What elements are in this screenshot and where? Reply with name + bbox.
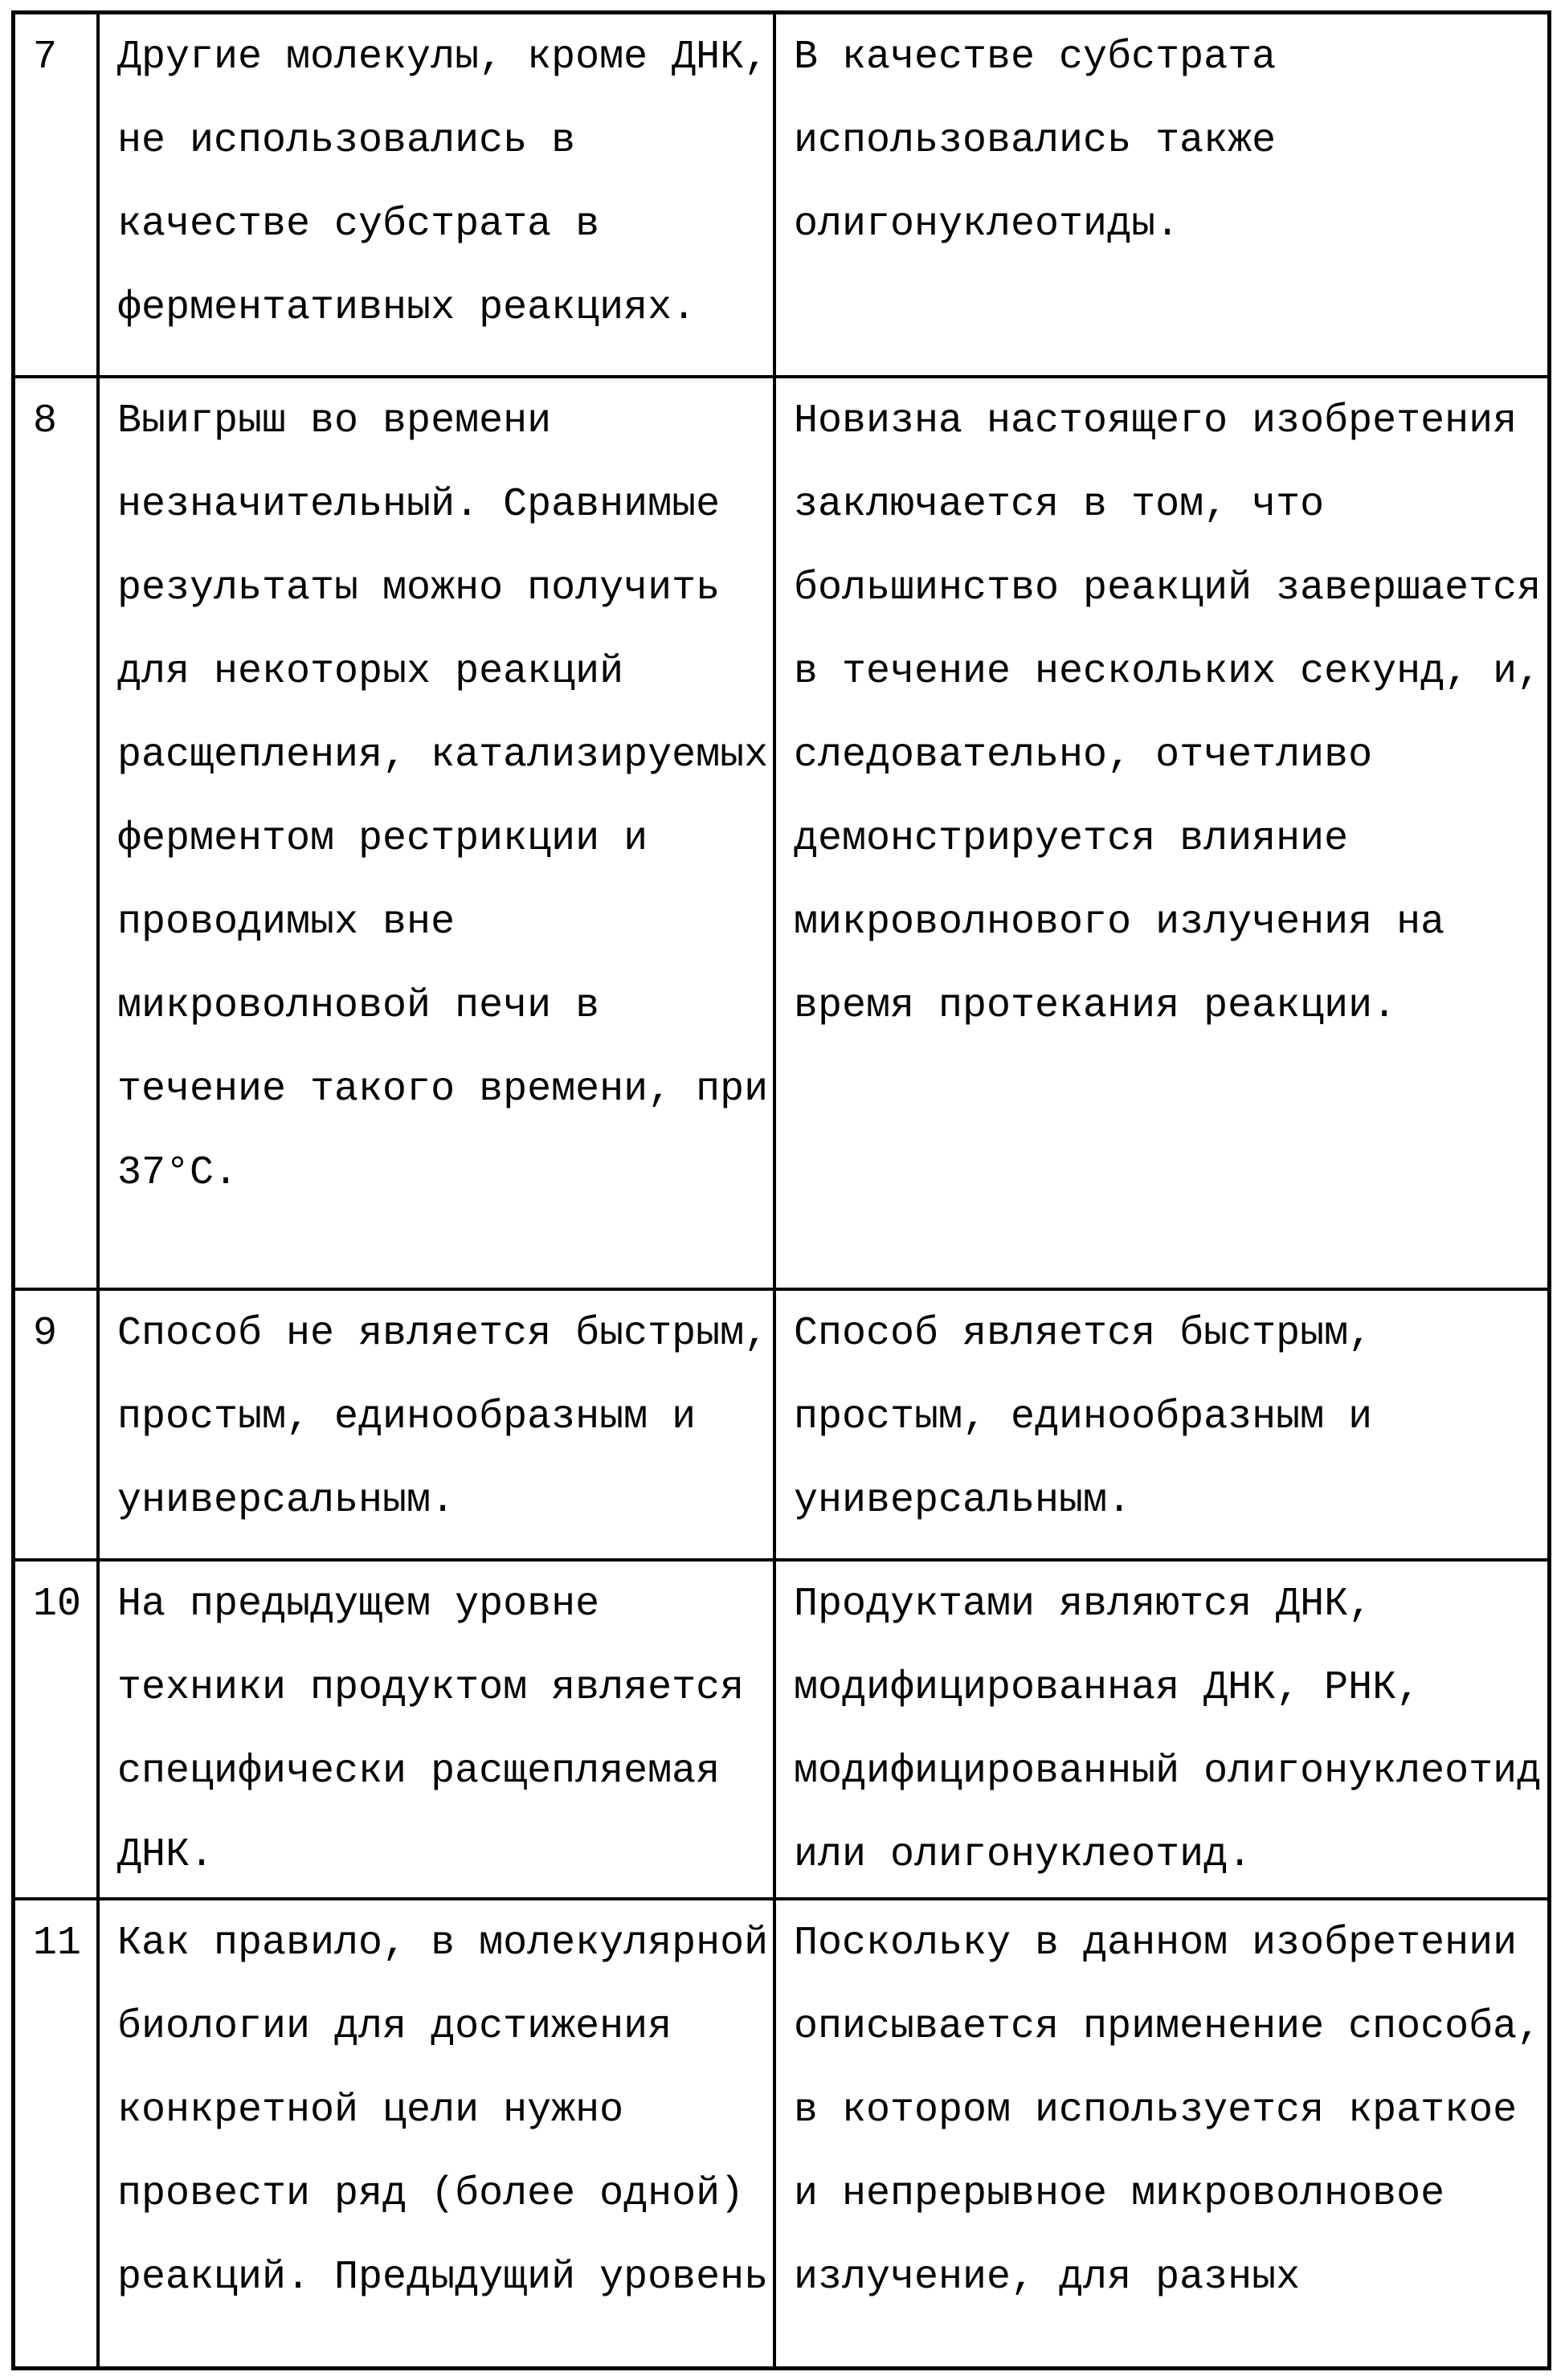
prior-art-text: Способ не является быстрым, простым, единообразным и универсальным. xyxy=(100,1291,776,1558)
prior-art-text: Выигрыш во времени незначительный. Сравнимые результаты можно получить для некоторых реакций расщепления, катализируемых ферментом рестрикции и проводимых вне микроволновой печи в течение такого времени, при 37°C. xyxy=(100,378,776,1288)
invention-text: Способ является быстрым, простым, единообразным и универсальным. xyxy=(794,1311,1373,1524)
prior-art-text: Как правило, в молекулярной биологии для достижения конкретной цели нужно провести ряд (более одной) реакций. Предыдущий уровень xyxy=(100,1900,776,2366)
row-number: 8 xyxy=(15,378,100,1288)
table-row xyxy=(15,1561,1547,1900)
invention-text: Новизна настоящего изобретения заключается в том, что большинство реакций завершается в течение нескольких секунд, и, следовательно, отчетливо демонстрируется влияние микроволнового излучения на время протекания реакции. xyxy=(794,398,1542,1029)
invention-text: Продуктами являются ДНК, модифицированная ДНК, РНК, модифицированный олигонуклеотид или олигонуклеотид. xyxy=(794,1582,1542,1878)
table-row xyxy=(15,1291,1547,1561)
invention-text: Поскольку в данном изобретении описывается применение способа, в котором используется краткое и непрерывное микроволновое излучение, для разных xyxy=(794,1921,1542,2300)
invention-text: В качестве субстрата использовались также олигонуклеотиды. xyxy=(794,35,1277,247)
comparison-table xyxy=(11,10,1551,2370)
prior-art-text: На предыдущем уровне техники продуктом является специфически расщепляемая ДНК. xyxy=(100,1561,776,1897)
row-number: 10 xyxy=(15,1561,100,1897)
table-row xyxy=(15,14,1547,378)
row-number: 11 xyxy=(15,1900,100,2366)
row-number: 9 xyxy=(15,1291,100,1558)
table-row xyxy=(15,378,1547,1291)
prior-art-text: Другие молекулы, кроме ДНК, не использовались в качестве субстрата в ферментативных реакциях. xyxy=(100,14,776,375)
row-number: 7 xyxy=(15,14,100,375)
table-row xyxy=(15,1900,1547,2366)
